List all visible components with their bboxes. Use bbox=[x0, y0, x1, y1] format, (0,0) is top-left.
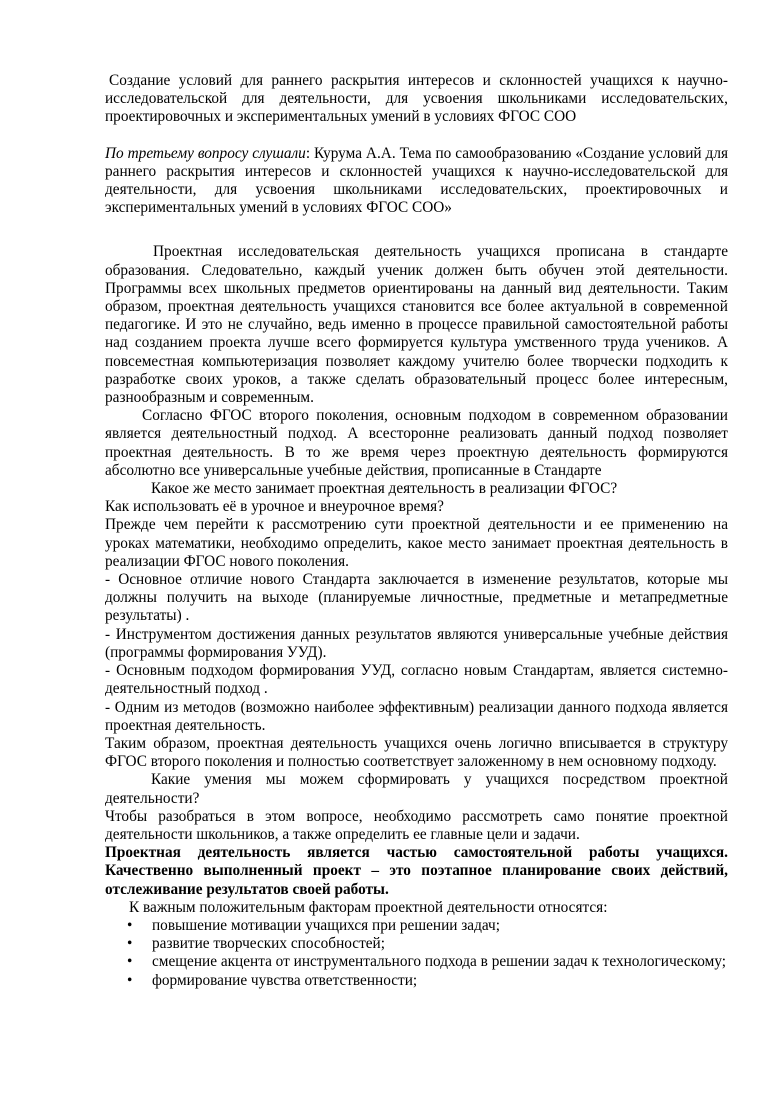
paragraph-concept: Чтобы разобраться в этом вопросе, необходимо рассмотреть само понятие проектной деятельности школьников, а также определить ее главные цели и задачи. bbox=[105, 807, 728, 843]
paragraph-topic: Создание условий для раннего раскрытия интересов и склонностей учащихся к научно-исследовательской для деятельности, для усвоения школьниками исследовательских, проектировочных и экспериментальных умений в условиях ФГОС СОО bbox=[105, 72, 728, 126]
third-question-label: По третьему вопросу слушали bbox=[105, 144, 306, 162]
paragraph-project-activity: Проектная исследовательская деятельность учащихся прописана в стандарте образования. Следовательно, каждый ученик должен быть обучен этой деятельности. Программы всех школьных предметов ориентированы на данный вид деятельности. Таким образом, проектная деятельность учащихся становится все более актуальной в современной педагогике. И это не случайно, ведь именно в процессе правильной самостоятельной работы над созданием проекта лучше всего формируется культура умственного труда учеников. А повсеместная компьютеризация позволяет каждому учителю более творчески подходить к разработке своих уроков, а также сделать образовательный процесс более интересным, разнообразным и современным. bbox=[105, 243, 728, 407]
paragraph-third-question bbox=[105, 145, 728, 218]
paragraph-factors: К важным положительным факторам проектной деятельности относятся: bbox=[129, 898, 608, 916]
paragraph-conclusion: Таким образом, проектная деятельность учащихся очень логично вписывается в структуру ФГОС второго поколения и полностью соответствует заложенному в нем основному подходу. bbox=[105, 734, 728, 771]
list-item: • формирование чувства ответственности; bbox=[127, 971, 418, 989]
paragraph-instrument: - Инструментом достижения данных результатов являются универсальные учебные действия (программы формирования УУД). bbox=[105, 625, 728, 661]
bullet-icon: • bbox=[127, 953, 133, 971]
paragraph-difference: - Основное отличие нового Стандарта заключается в изменение результатов, которые мы должны получить на выходе (планируемые личностные, предметные и метапредметные результаты) . bbox=[105, 571, 728, 625]
paragraph-method: - Одним из методов (возможно наиболее эффективным) реализации данного подхода является проектная деятельность. bbox=[105, 698, 728, 734]
third-question-text: : Курума А.А. Тема по самообразованию «Создание условий для раннего раскрытия интересов и склонностей учащихся к научно-исследовательской для деятельности, для усвоения школьниками исследовательских, проектировочных и экспериментальных умений в условиях ФГОС СОО» bbox=[105, 144, 728, 217]
paragraph-approach: - Основным подходом формирования УУД, согласно новым Стандартам, является системно-деятельностный подход . bbox=[105, 662, 728, 698]
bullet-icon: • bbox=[127, 935, 133, 953]
factors-list bbox=[105, 917, 728, 990]
document-page bbox=[105, 72, 728, 990]
question-usage: Как использовать её в урочное и внеурочное время? bbox=[105, 498, 444, 516]
question-place: Какое же место занимает проектная деятельность в реализации ФГОС? bbox=[151, 480, 618, 498]
list-item: • развитие творческих способностей; bbox=[127, 935, 385, 953]
list-item: • смещение акцента от инструментального подхода в решении задач к технологическому; bbox=[127, 953, 727, 971]
paragraph-bold-definition: Проектная деятельность является частью самостоятельной работы учащихся. Качественно выполненный проект – это поэтапное планирование своих действий, отслеживание результатов своей работы. bbox=[105, 844, 728, 898]
bullet-icon: • bbox=[127, 916, 133, 934]
paragraph-intro: Прежде чем перейти к рассмотрению сути проектной деятельности и ее применению на уроках математики, необходимо определить, какое место занимает проектная деятельность в реализации ФГОС нового поколения. bbox=[105, 516, 728, 570]
paragraph-fgos: Согласно ФГОС второго поколения, основным подходом в современном образовании является деятельностный подход. А всесторонне реализовать данный подход позволяет проектная деятельность. В то же время через проектную деятельность формируются абсолютно все универсальные учебные действия, прописанные в Стандарте bbox=[105, 407, 728, 479]
bullet-icon: • bbox=[127, 971, 133, 989]
question-skills: Какие умения мы можем сформировать у учащихся посредством проектной деятельности? bbox=[105, 771, 728, 807]
list-item: • повышение мотивации учащихся при решении задач; bbox=[127, 916, 501, 934]
